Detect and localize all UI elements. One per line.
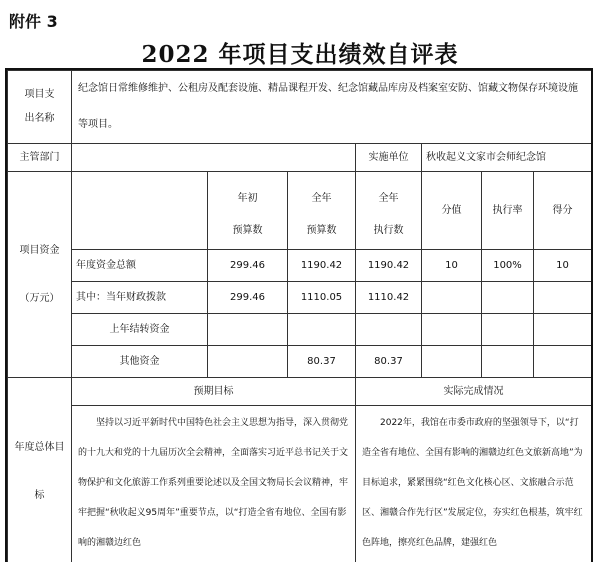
fund-score — [534, 282, 592, 314]
fund-score — [534, 346, 592, 378]
funds-section-label: 项目资金 （万元） — [8, 172, 72, 378]
funds-row-fiscal — [8, 282, 592, 314]
dept-label: 主管部门 — [8, 144, 72, 172]
fund-full: 80.37 — [288, 346, 356, 378]
project-name-label: 项目支 出名称 — [8, 71, 72, 144]
funds-row-carryover — [8, 314, 592, 346]
department-row — [8, 144, 592, 172]
fund-executed — [356, 314, 422, 346]
fund-initial — [208, 314, 288, 346]
actual-completion-header: 实际完成情况 — [356, 378, 592, 406]
dept-value — [72, 144, 356, 172]
fund-full: 1190.42 — [288, 250, 356, 282]
header-full-budget: 全年 预算数 — [288, 172, 356, 250]
fund-score-value: 10 — [422, 250, 482, 282]
fund-full: 1110.05 — [288, 282, 356, 314]
fund-exec-rate: 100% — [482, 250, 534, 282]
fund-executed: 1110.42 — [356, 282, 422, 314]
fund-exec-rate — [482, 314, 534, 346]
actual-completion-text: 2022年，我馆在市委市政府的坚强领导下，以“打造全省有地位、全国有影响的湘赣边红色文旅新高地”为目标追求，紧紧围绕“红色文化核心区、文旅融合示范区、湘赣合作先行区”发展定位，夯实红色根基，筑牢红色阵地，擦亮红色品牌，建强红色 — [356, 406, 592, 562]
funds-header-blank — [72, 172, 208, 250]
fund-executed: 1190.42 — [356, 250, 422, 282]
page-title: 2022 年项目支出绩效自评表 — [141, 41, 459, 68]
goals-label: 年度总体目 标 — [8, 378, 72, 562]
header-score: 得分 — [534, 172, 592, 250]
expected-goal-text: 坚持以习近平新时代中国特色社会主义思想为指导，深入贯彻党的十九大和党的十九届历次全会精神，全面落实习近平总书记关于文物保护和文化旅游工作系列重要论述以及全国文物局长会议精神，牢牢把握“秋收起义95周年”重要节点，以“打造全省有地位、全国有影响的湘赣边红色 — [72, 406, 356, 562]
header-initial-budget: 年初 预算数 — [208, 172, 288, 250]
fund-row-label: 其他资金 — [72, 346, 208, 378]
fund-row-label: 年度资金总额 — [72, 250, 208, 282]
funds-row-other — [8, 346, 592, 378]
fund-executed: 80.37 — [356, 346, 422, 378]
goals-content-row — [8, 406, 592, 562]
fund-row-label: 其中：当年财政拨款 — [72, 282, 208, 314]
attachment-label: 附件 3 — [9, 12, 58, 31]
fund-initial — [208, 346, 288, 378]
header-score-value: 分值 — [422, 172, 482, 250]
impl-value: 秋收起义文家市会师纪念馆 — [422, 144, 592, 172]
fund-exec-rate — [482, 346, 534, 378]
fund-score: 10 — [534, 250, 592, 282]
funds-header-row — [8, 172, 592, 250]
fund-score-value — [422, 346, 482, 378]
fund-row-label: 上年结转资金 — [72, 314, 208, 346]
fund-exec-rate — [482, 282, 534, 314]
header-exec-rate: 执行率 — [482, 172, 534, 250]
header-executed: 全年 执行数 — [356, 172, 422, 250]
project-name-value: 纪念馆日常维修维护、公租房及配套设施、精品课程开发、纪念馆藏品库房及档案室安防、馆藏文物保存环境设施等项目。 — [72, 71, 592, 144]
expected-goal-header: 预期目标 — [72, 378, 356, 406]
fund-initial: 299.46 — [208, 250, 288, 282]
project-name-row — [8, 71, 592, 144]
goals-header-row — [8, 378, 592, 406]
funds-row-total — [8, 250, 592, 282]
fund-full — [288, 314, 356, 346]
fund-score-value — [422, 282, 482, 314]
fund-score — [534, 314, 592, 346]
fund-initial: 299.46 — [208, 282, 288, 314]
evaluation-table — [5, 68, 593, 562]
fund-score-value — [422, 314, 482, 346]
impl-label: 实施单位 — [356, 144, 422, 172]
